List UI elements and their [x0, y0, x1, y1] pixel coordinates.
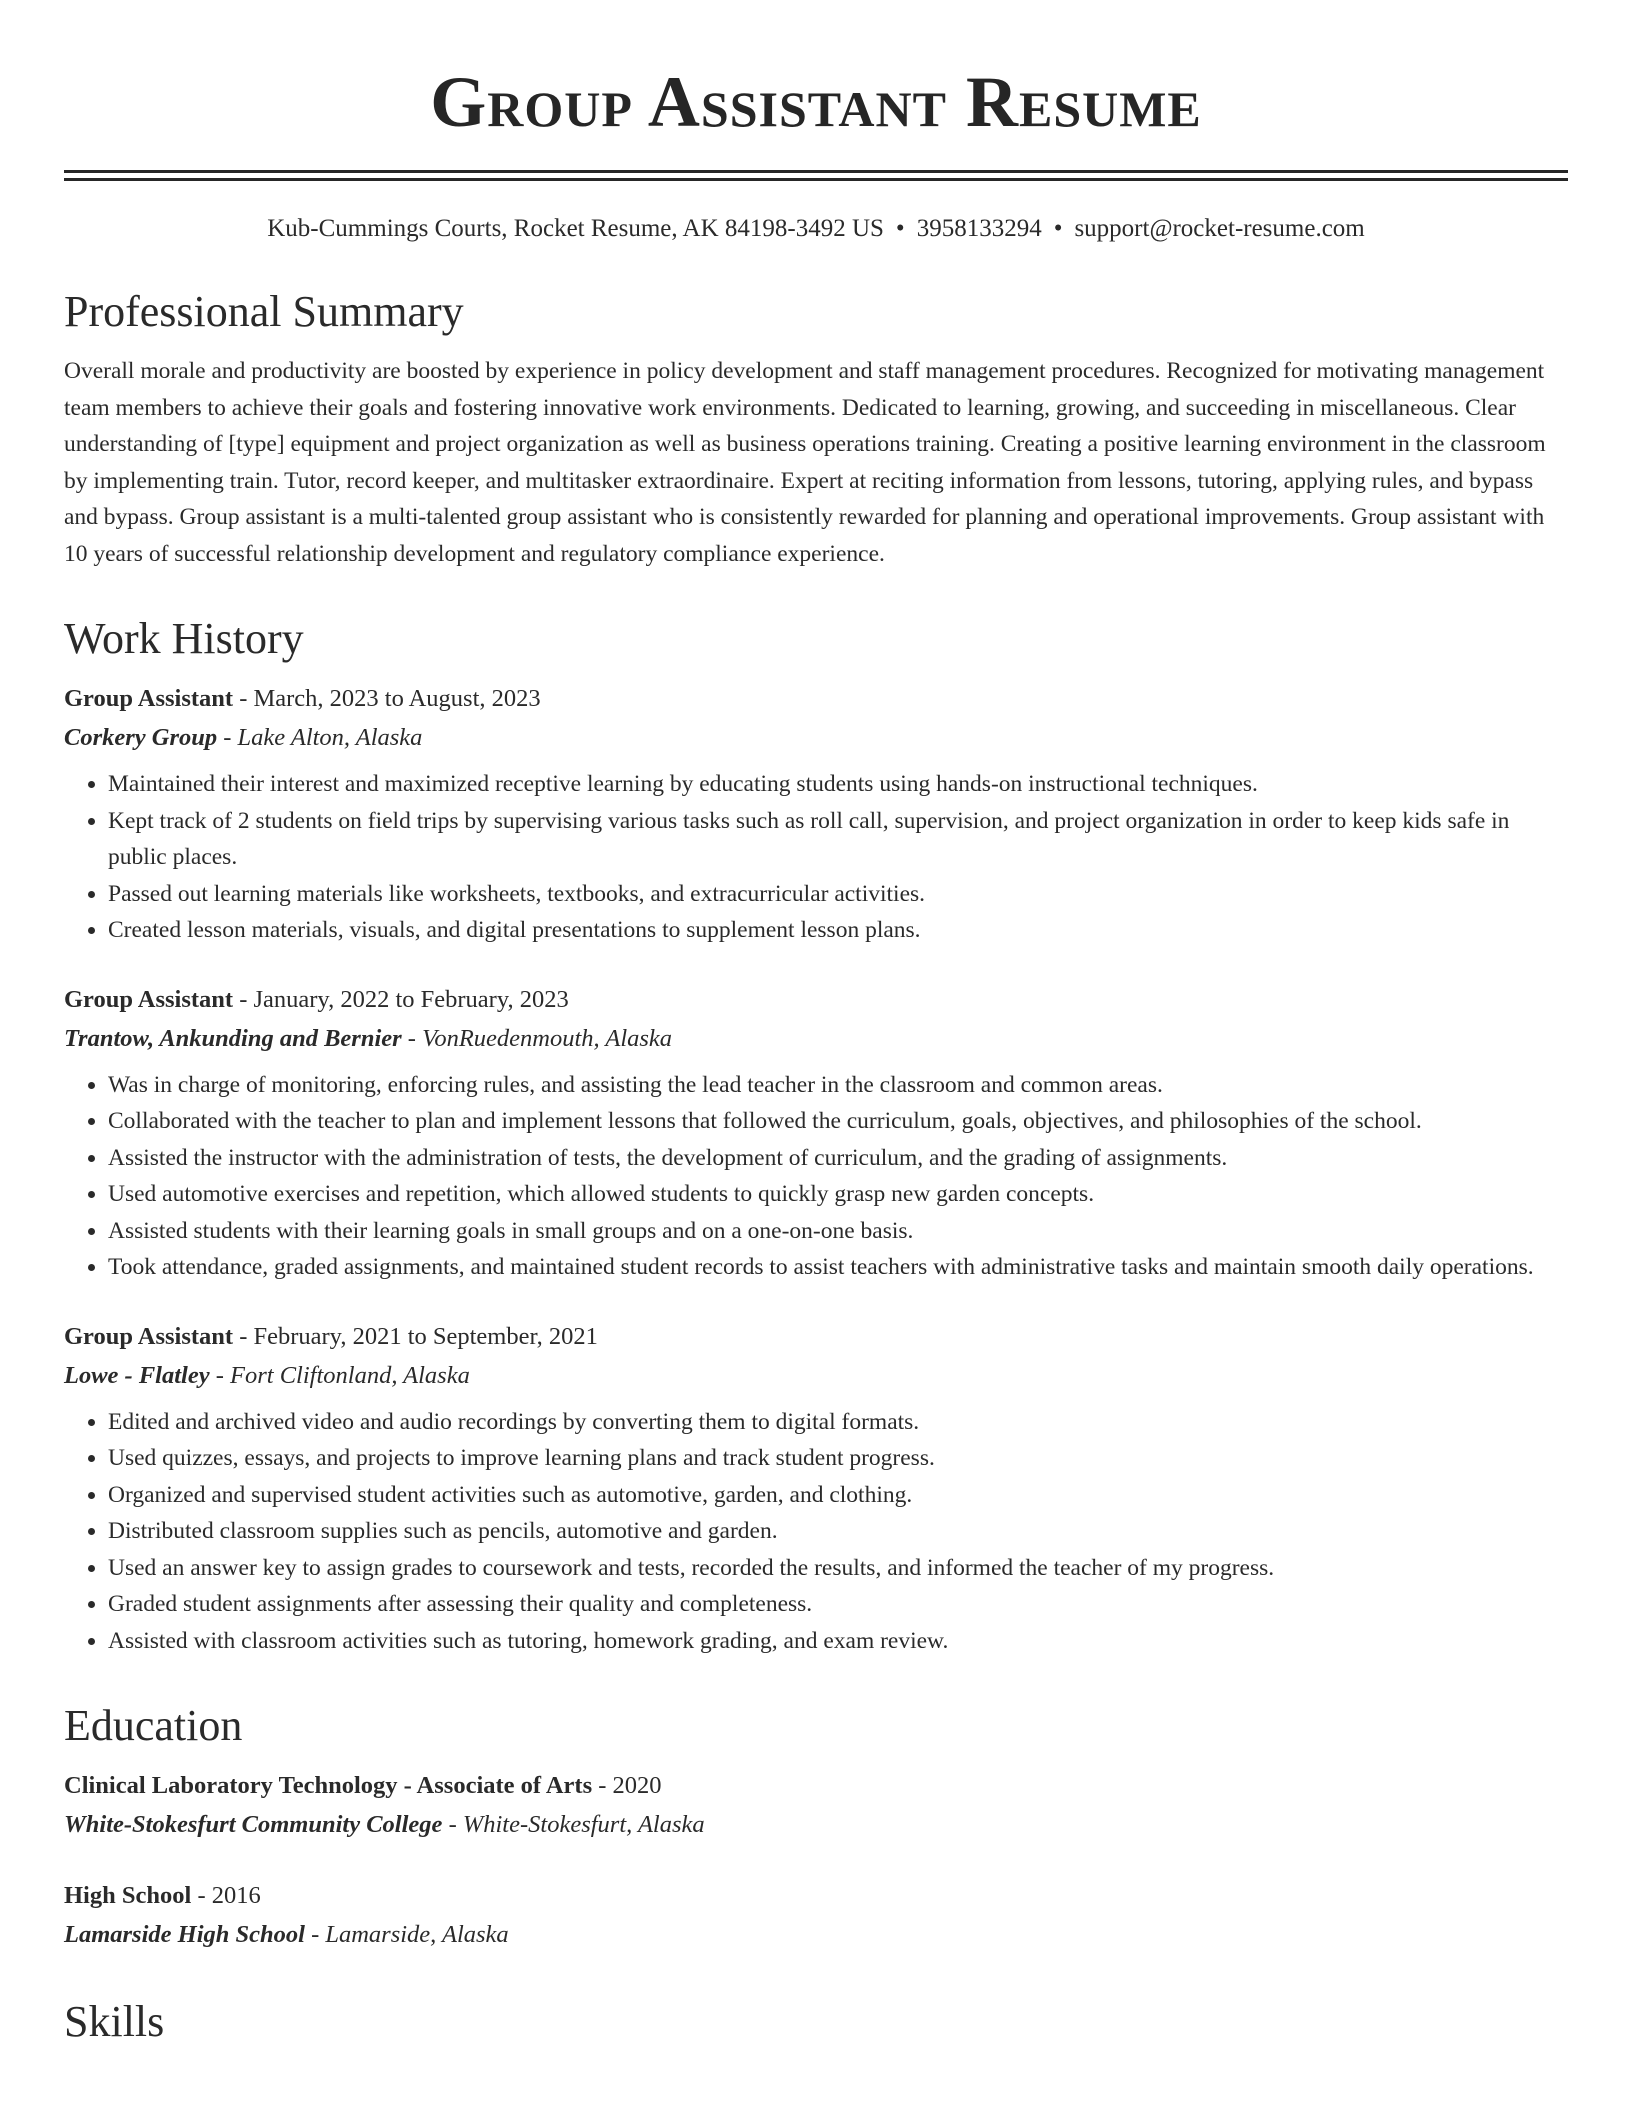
job-entry	[64, 680, 1568, 949]
job-employer	[64, 718, 1568, 758]
job-employer	[64, 1356, 1568, 1396]
education-school: Lamarside High School	[64, 1921, 305, 1948]
list-item: • Created lesson materials, visuals, and digital presentations to supplement lesson plans.	[108, 912, 1568, 949]
job-duties-list	[64, 1404, 1568, 1660]
summary-section	[64, 285, 1568, 572]
section-heading-education: Education	[64, 1701, 243, 1750]
work-history-section	[64, 612, 1568, 1659]
education-institution	[64, 1915, 1568, 1955]
list-item: • Used an answer key to assign grades to coursework and tests, recorded the results, and informed the teacher of my progress.	[108, 1550, 1568, 1587]
list-item: • Maintained their interest and maximized receptive learning by educating students using hands-on instructional techniques.	[108, 766, 1568, 803]
list-item: • Graded student assignments after assessing their quality and completeness.	[108, 1586, 1568, 1623]
list-item: • Collaborated with the teacher to plan and implement lessons that followed the curriculum, goals, objectives, and philosophies of the school.	[108, 1103, 1568, 1140]
job-company: Lowe - Flatley	[64, 1361, 210, 1389]
job-company: Trantow, Ankunding and Bernier	[64, 1024, 402, 1052]
education-entry	[64, 1767, 1568, 1845]
job-entry	[64, 981, 1568, 1286]
title-divider	[64, 170, 1568, 181]
education-section	[64, 1699, 1568, 1955]
section-heading-skills: Skills	[64, 1997, 165, 2046]
job-location: - Lake Alton, Alaska	[217, 724, 423, 751]
contact-email: support@rocket-resume.com	[1074, 215, 1365, 242]
job-location: - VonRuedenmouth, Alaska	[401, 1024, 673, 1052]
education-entry	[64, 1877, 1568, 1955]
job-header	[64, 680, 1568, 718]
job-company: Corkery Group	[64, 724, 218, 751]
contact-separator: •	[1053, 215, 1063, 242]
job-duties-list	[64, 1067, 1568, 1286]
list-item: • Assisted with classroom activities such as tutoring, homework grading, and exam review.	[108, 1623, 1568, 1660]
skills-section	[64, 1995, 1568, 2049]
list-item: • Assisted students with their learning goals in small groups and on a one-on-one basis.	[108, 1213, 1568, 1250]
education-header	[64, 1767, 1568, 1805]
contact-phone: 3958133294	[916, 215, 1042, 242]
list-item: • Took attendance, graded assignments, and maintained student records to assist teachers with administrative tasks and maintain smooth daily operations.	[108, 1249, 1568, 1286]
education-location: - Lamarside, Alaska	[304, 1921, 509, 1948]
job-title: Group Assistant	[64, 1322, 234, 1350]
list-item: • Used quizzes, essays, and projects to improve learning plans and track student progress.	[108, 1440, 1568, 1477]
education-year: - 2016	[191, 1882, 261, 1909]
section-heading-summary: Professional Summary	[64, 287, 464, 336]
education-school: White-Stokesfurt Community College	[64, 1811, 443, 1838]
page-title: Group Assistant Resume	[430, 62, 1202, 142]
job-dates: - March, 2023 to August, 2023	[233, 685, 541, 712]
education-year: - 2020	[592, 1772, 662, 1799]
education-header	[64, 1877, 1568, 1915]
list-item: • Used automotive exercises and repetition, which allowed students to quickly grasp new garden concepts.	[108, 1176, 1568, 1213]
list-item: • Edited and archived video and audio recordings by converting them to digital formats.	[108, 1404, 1568, 1441]
education-institution	[64, 1805, 1568, 1845]
job-employer	[64, 1019, 1568, 1059]
job-title: Group Assistant	[64, 985, 234, 1013]
job-dates: - February, 2021 to September, 2021	[233, 1322, 598, 1350]
job-duties-list	[64, 766, 1568, 949]
job-header	[64, 981, 1568, 1019]
list-item: • Was in charge of monitoring, enforcing rules, and assisting the lead teacher in the classroom and common areas.	[108, 1067, 1568, 1104]
education-location: - White-Stokesfurt, Alaska	[442, 1811, 705, 1838]
job-dates: - January, 2022 to February, 2023	[233, 985, 569, 1013]
job-header	[64, 1318, 1568, 1356]
job-location: - Fort Cliftonland, Alaska	[209, 1361, 470, 1389]
list-item: • Assisted the instructor with the administration of tests, the development of curriculum, and the grading of assignments.	[108, 1140, 1568, 1177]
section-heading-work-history: Work History	[64, 614, 304, 663]
list-item: • Organized and supervised student activities such as automotive, garden, and clothing.	[108, 1477, 1568, 1514]
list-item: • Distributed classroom supplies such as pencils, automotive and garden.	[108, 1513, 1568, 1550]
contact-line	[64, 213, 1568, 245]
summary-text: Overall morale and productivity are boosted by experience in policy development and staff management procedures. Recognized for motivating management team members to achieve their goals and fostering innovative work environments. Dedicated to learning, growing, and succeeding in miscellaneous. Clear understanding of [type] equipment and project organization as well as business operations training. Creating a positive learning environment in the classroom by implementing train. Tutor, record keeper, and multitasker extraordinaire. Expert at reciting information from lessons, tutoring, applying rules, and bypass and bypass. Group assistant is a multi-talented group assistant who is consistently rewarded for planning and operational improvements. Group assistant with 10 years of successful relationship development and regulatory compliance experience.	[64, 358, 1546, 567]
contact-address: Kub-Cummings Courts, Rocket Resume, AK 84198-3492 US	[267, 215, 884, 242]
job-title: Group Assistant	[64, 685, 234, 712]
list-item: • Passed out learning materials like worksheets, textbooks, and extracurricular activities.	[108, 876, 1568, 913]
job-entry	[64, 1318, 1568, 1660]
contact-separator: •	[895, 215, 905, 242]
education-degree: Clinical Laboratory Technology - Associate of Arts	[64, 1772, 593, 1799]
education-degree: High School	[64, 1882, 192, 1909]
list-item: • Kept track of 2 students on field trips by supervising various tasks such as roll call, supervision, and project organization in order to keep kids safe in public places.	[108, 803, 1568, 876]
